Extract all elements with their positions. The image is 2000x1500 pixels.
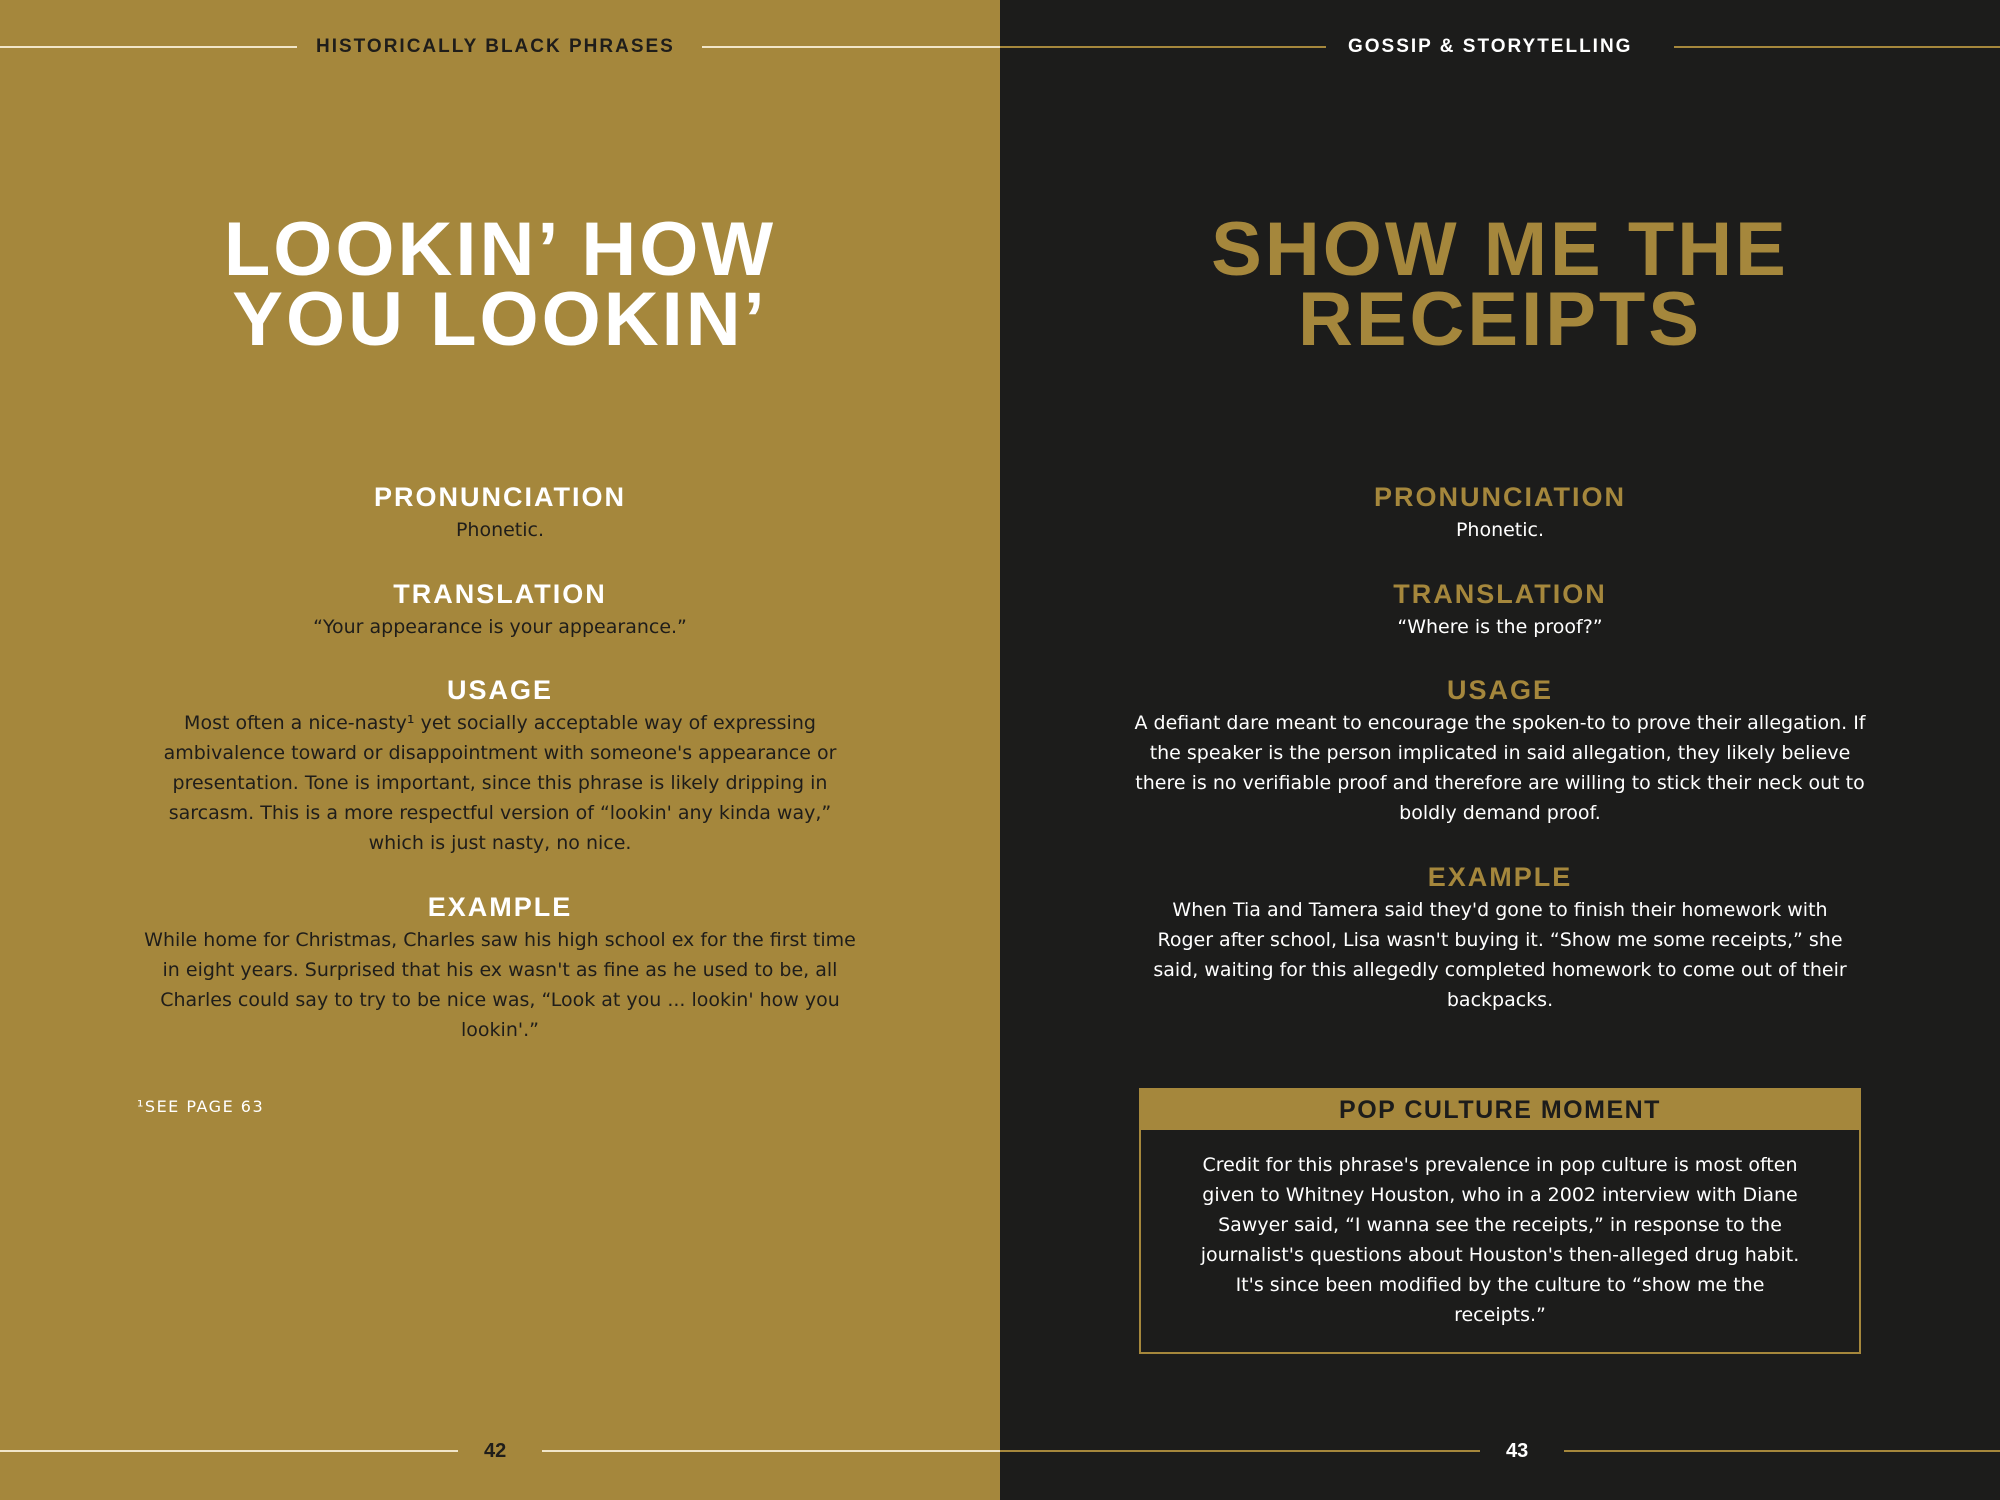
title-line-2: YOU LOOKIN’	[232, 277, 768, 362]
running-head: HISTORICALLY BLACK PHRASES	[316, 36, 675, 57]
example-section	[0, 891, 1000, 1045]
footer-rule-right	[542, 1450, 1000, 1452]
translation-section	[0, 578, 1000, 642]
example-section	[1000, 861, 2000, 1015]
pronunciation-text: Phonetic.	[455, 519, 545, 541]
footer-rule-left	[1000, 1450, 1480, 1452]
running-head: GOSSIP & STORYTELLING	[1348, 36, 1633, 57]
page-number: 42	[484, 1440, 507, 1462]
example-text: While home for Christmas, Charles saw his high school ex for the first time in eight years. Surprised that his ex wasn't as fine as he used to be, all Charles could say to try to be nice was, “Look at you ... lookin' how you lookin'.”	[144, 929, 856, 1041]
usage-section	[1000, 674, 2000, 828]
pronunciation-section	[0, 481, 1000, 545]
phrase-title	[1000, 207, 2000, 362]
title-line-2: RECEIPTS	[1297, 277, 1703, 362]
header-rule-right	[702, 46, 1000, 48]
pronunciation-heading: PRONUNCIATION	[1374, 482, 1626, 512]
translation-section	[1000, 578, 2000, 642]
pronunciation-heading: PRONUNCIATION	[374, 482, 626, 512]
header-rule-left	[0, 46, 297, 48]
example-text: When Tia and Tamera said they'd gone to finish their homework with Roger after school, Lisa wasn't buying it. “Show me some receipts,” she said, waiting for this allegedly completed homework to come out of their backpacks.	[1153, 899, 1847, 1011]
usage-text: Most often a nice-nasty¹ yet socially acceptable way of expressing ambivalence toward or disappointment with someone's appearance or presentation. Tone is important, since this phrase is likely dripping in sarcasm. This is a more respectful version of “lookin' any kinda way,” which is just nasty, no nice.	[163, 712, 837, 854]
header-rule-left	[1000, 46, 1326, 48]
page-number-bar	[1000, 1438, 2000, 1464]
callout-text: Credit for this phrase's prevalence in pop culture is most often given to Whitney Houston, who in a 2002 interview with Diane Sawyer said, “I wanna see the receipts,” in response to the journalist's questions about Houston's then-alleged drug habit. It's since been modified by the culture to “show me the receipts.”	[1200, 1154, 1800, 1326]
page-number-bar	[0, 1438, 1000, 1464]
title-line-1: LOOKIN’ HOW	[223, 207, 777, 292]
pronunciation-section	[1000, 481, 2000, 545]
callout-heading: POP CULTURE MOMENT	[1141, 1090, 1859, 1130]
footer-rule-right	[1564, 1450, 2000, 1452]
footer-rule-left	[0, 1450, 458, 1452]
translation-heading: TRANSLATION	[1393, 579, 1607, 609]
usage-heading: USAGE	[446, 675, 554, 705]
translation-text: “Where is the proof?”	[1397, 616, 1603, 638]
translation-heading: TRANSLATION	[393, 579, 607, 609]
header-rule-right	[1674, 46, 2000, 48]
title-line-1: SHOW ME THE	[1211, 207, 1789, 292]
usage-heading: USAGE	[1446, 675, 1554, 705]
pop-culture-callout	[1139, 1088, 1861, 1354]
page-number: 43	[1506, 1440, 1529, 1462]
pronunciation-text: Phonetic.	[1455, 519, 1545, 541]
footnote: ¹SEE PAGE 63	[137, 1097, 265, 1116]
phrase-title	[0, 207, 1000, 362]
running-header	[1000, 35, 2000, 59]
usage-section	[0, 674, 1000, 858]
running-header	[0, 35, 1000, 59]
example-heading: EXAMPLE	[1427, 862, 1573, 892]
translation-text: “Your appearance is your appearance.”	[313, 616, 687, 638]
example-heading: EXAMPLE	[427, 892, 573, 922]
usage-text: A defiant dare meant to encourage the spoken-to to prove their allegation. If the speaker is the person implicated in said allegation, they likely believe there is no verifiable proof and therefore are willing to stick their neck out to boldly demand proof.	[1134, 712, 1866, 824]
right-page	[1000, 0, 2000, 1500]
